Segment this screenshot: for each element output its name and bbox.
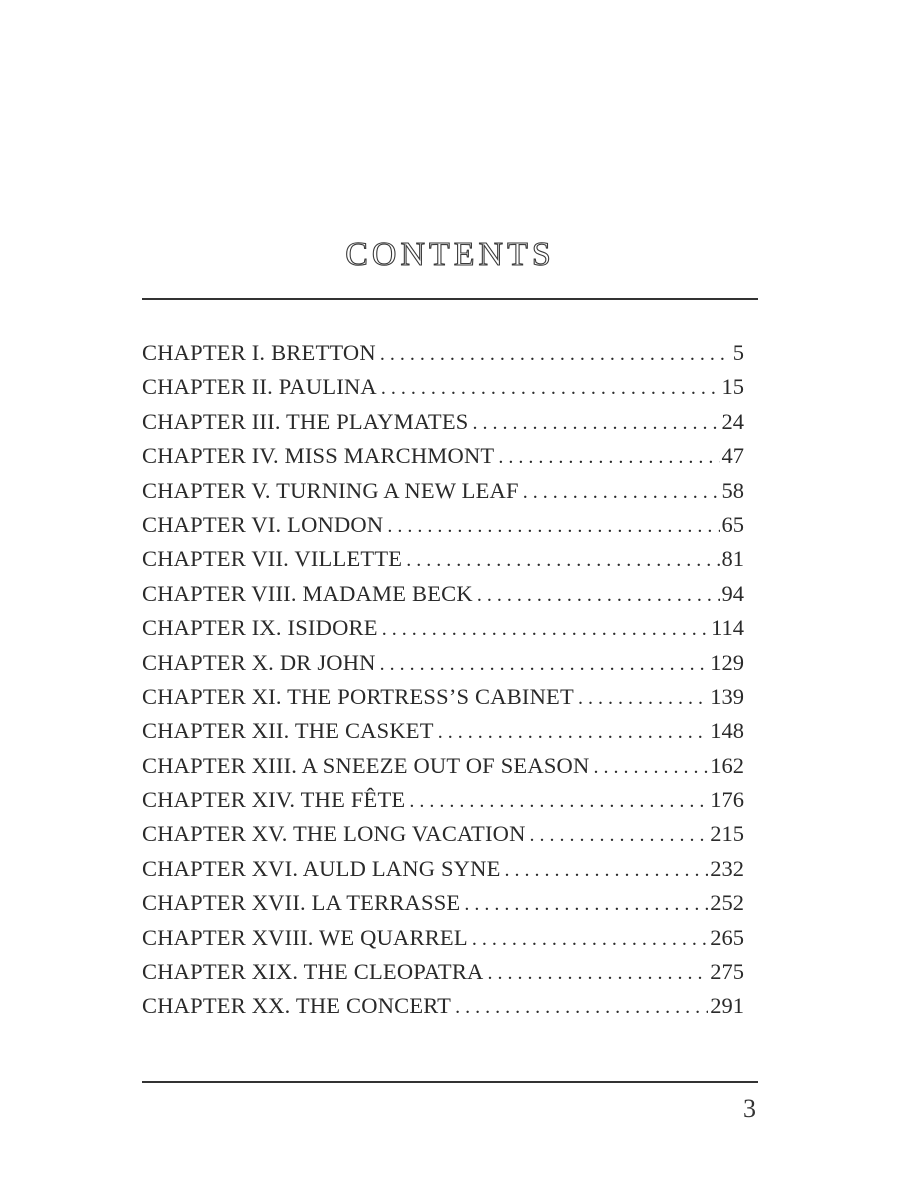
toc-entry-page: 265: [710, 924, 744, 950]
toc-entry-title: CHAPTER VIII. MADAME BECK: [142, 580, 473, 606]
dot-leader: [387, 509, 719, 543]
dot-leader: [409, 784, 708, 818]
table-of-contents: [142, 336, 744, 1024]
toc-entry[interactable]: [142, 749, 744, 783]
toc-entry-page: 58: [721, 477, 744, 503]
toc-entry-title: CHAPTER XIII. A SNEEZE OUT OF SEASON: [142, 752, 590, 778]
toc-entry-page: 114: [711, 615, 744, 641]
toc-entry-page: 81: [721, 546, 744, 572]
dot-leader: [578, 681, 708, 715]
dot-leader: [464, 887, 708, 921]
toc-entry[interactable]: [142, 611, 744, 645]
dot-leader: [505, 853, 709, 887]
dot-leader: [487, 956, 708, 990]
toc-entry[interactable]: [142, 886, 744, 920]
toc-entry[interactable]: [142, 336, 744, 370]
toc-entry[interactable]: [142, 370, 744, 404]
bottom-divider: [142, 1081, 758, 1083]
toc-entry[interactable]: [142, 852, 744, 886]
toc-entry[interactable]: [142, 542, 744, 576]
toc-entry-page: 162: [710, 752, 744, 778]
dot-leader: [380, 337, 731, 371]
dot-leader: [438, 715, 709, 749]
toc-entry[interactable]: [142, 714, 744, 748]
dot-leader: [472, 922, 708, 956]
toc-entry-title: CHAPTER VI. LONDON: [142, 511, 384, 537]
toc-entry[interactable]: [142, 474, 744, 508]
toc-entry-title: CHAPTER XVI. AULD LANG SYNE: [142, 855, 501, 881]
toc-entry-page: 5: [732, 340, 744, 365]
toc-entry[interactable]: [142, 989, 744, 1023]
dot-leader: [472, 406, 719, 440]
dot-leader: [523, 475, 720, 509]
toc-entry-page: 15: [721, 374, 744, 400]
toc-entry-page: 139: [710, 683, 744, 709]
toc-entry-page: 129: [710, 649, 744, 675]
toc-entry-title: CHAPTER XV. THE LONG VACATION: [142, 821, 526, 847]
dot-leader: [498, 440, 719, 474]
toc-entry[interactable]: [142, 680, 744, 714]
toc-entry-page: 252: [710, 890, 744, 916]
toc-entry-title: CHAPTER XVII. LA TERRASSE: [142, 890, 461, 916]
toc-entry-page: 24: [721, 408, 744, 434]
toc-entry-title: CHAPTER II. PAULINA: [142, 374, 377, 400]
toc-entry-title: CHAPTER XIX. THE CLEOPATRA: [142, 959, 484, 985]
toc-entry[interactable]: [142, 577, 744, 611]
toc-entry[interactable]: [142, 646, 744, 680]
dot-leader: [382, 612, 709, 646]
dot-leader: [530, 818, 709, 852]
dot-leader: [380, 647, 709, 681]
toc-entry-title: CHAPTER III. THE PLAYMATES: [142, 408, 469, 434]
toc-entry-page: 47: [721, 443, 744, 469]
toc-entry-page: 291: [710, 993, 744, 1019]
dot-leader: [406, 543, 719, 577]
toc-entry[interactable]: [142, 439, 744, 473]
page-title: CONTENTS: [345, 236, 555, 273]
toc-entry-page: 215: [710, 821, 744, 847]
toc-entry[interactable]: [142, 405, 744, 439]
toc-entry[interactable]: [142, 508, 744, 542]
toc-entry-title: CHAPTER XX. THE CONCERT: [142, 993, 452, 1019]
toc-entry-page: 148: [710, 718, 744, 744]
toc-entry-page: 275: [710, 959, 744, 985]
page-number: 3: [743, 1094, 756, 1123]
toc-entry-title: CHAPTER IV. MISS MARCHMONT: [142, 443, 495, 469]
dot-leader: [455, 990, 708, 1024]
toc-entry-page: 65: [721, 511, 744, 537]
toc-entry-title: CHAPTER XII. THE CASKET: [142, 718, 434, 744]
dot-leader: [593, 750, 708, 784]
toc-entry-page: 232: [710, 855, 744, 881]
toc-entry-title: CHAPTER IX. ISIDORE: [142, 615, 378, 641]
toc-entry-title: CHAPTER XI. THE PORTRESS’S CABINET: [142, 683, 574, 709]
toc-entry-title: CHAPTER XIV. THE FÊTE: [142, 787, 406, 813]
toc-entry-title: CHAPTER I. BRETTON: [142, 340, 376, 365]
toc-entry[interactable]: [142, 817, 744, 851]
toc-entry-page: 176: [710, 787, 744, 813]
toc-entry-title: CHAPTER XVIII. WE QUARREL: [142, 924, 468, 950]
toc-entry[interactable]: [142, 955, 744, 989]
dot-leader: [381, 371, 720, 405]
toc-entry[interactable]: [142, 921, 744, 955]
toc-entry-page: 94: [721, 580, 744, 606]
toc-entry-title: CHAPTER V. TURNING A NEW LEAF: [142, 477, 519, 503]
toc-entry-title: CHAPTER VII. VILLETTE: [142, 546, 403, 572]
dot-leader: [477, 578, 720, 612]
top-divider: [142, 298, 758, 300]
toc-entry[interactable]: [142, 783, 744, 817]
toc-entry-title: CHAPTER X. DR JOHN: [142, 649, 376, 675]
